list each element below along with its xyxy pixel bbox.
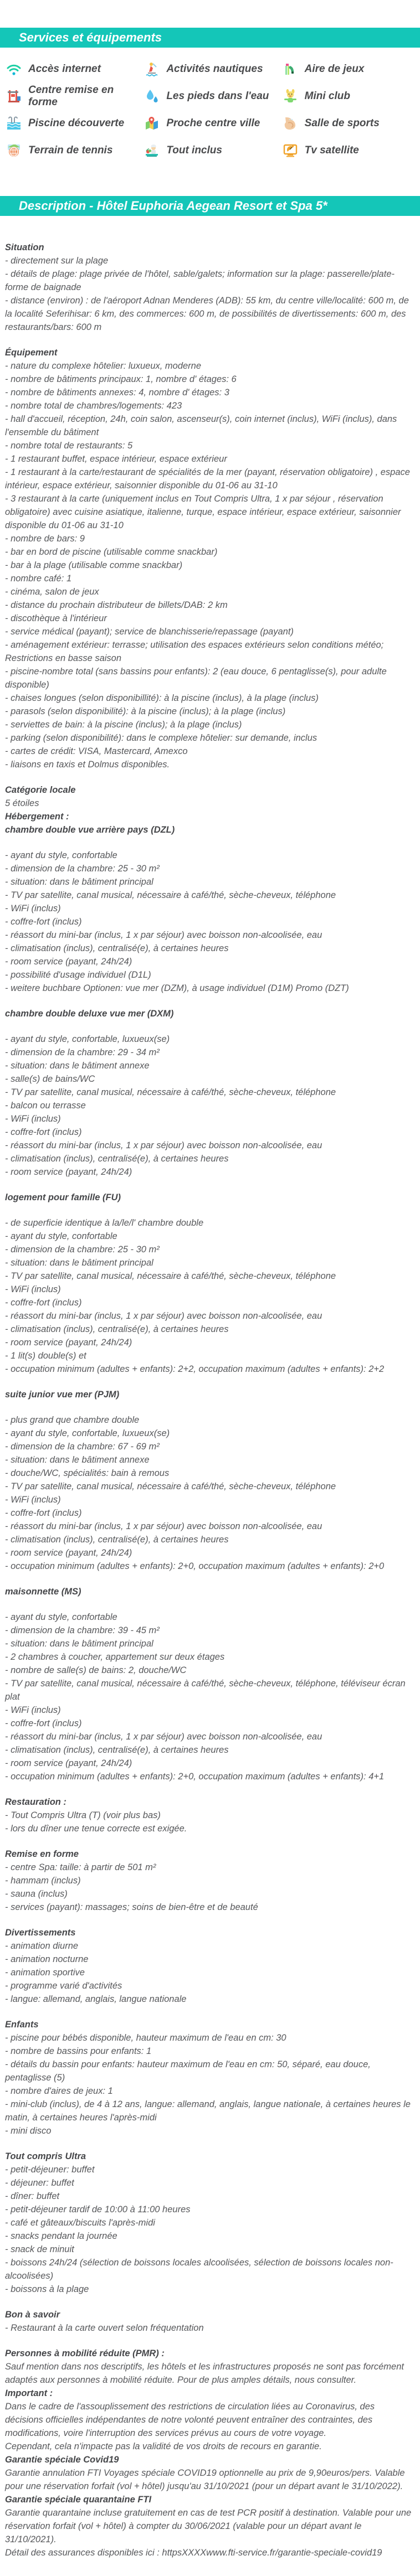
description-section-heading: suite junior vue mer (PJM) [5, 1390, 120, 1400]
description-line: - dîner: buffet [5, 2191, 60, 2201]
description-line: - réassort du mini-bar (inclus, 1 x par séjour) avec boisson non-alcoolisée, eau [5, 1140, 322, 1150]
description-section-heading: Important : [5, 2388, 53, 2398]
description-section-heading: Situation [5, 242, 44, 252]
description-line: - nombre de bassins pour enfants: 1 [5, 2046, 152, 2056]
description-gap [5, 1401, 415, 1413]
description-line: - Tout Compris Ultra (T) (voir plus bas) [5, 1810, 161, 1820]
description-gap [5, 1179, 415, 1191]
description-line: - réassort du mini-bar (inclus, 1 x par séjour) avec boisson non-alcoolisée, eau [5, 1521, 322, 1531]
description-line: - programme varié d'activités [5, 1981, 122, 1991]
description-gap [5, 1376, 415, 1388]
service-item-label: Aire de jeux [304, 63, 365, 75]
description-section-heading: Divertissements [5, 1928, 76, 1938]
description-line: - parasols (selon disponibilité): à la piscine (inclus); à la plage (inclus) [5, 706, 286, 716]
service-item-tennis [6, 137, 144, 164]
description-line: - dimension de la chambre: 25 - 30 m² [5, 864, 160, 874]
service-item-tout-inclus [144, 137, 281, 164]
description-line: - nombre total de restaurants: 5 [5, 441, 133, 451]
description-gap [5, 2296, 415, 2308]
description-line: - déjeuner: buffet [5, 2178, 74, 2188]
description-line: - bar en bord de piscine (utilisable comme snackbar) [5, 547, 218, 557]
description-gap [5, 2138, 415, 2150]
description-line: - 1 lit(s) double(s) et [5, 1351, 86, 1361]
description-line: - dimension de la chambre: 67 - 69 m² [5, 1442, 160, 1452]
description-line: - salle(s) de bains/WC [5, 1074, 95, 1084]
description-line: - coffre-fort (inclus) [5, 917, 82, 927]
description-line: - 1 restaurant buffet, espace intérieur, espace extérieur [5, 454, 227, 464]
description-line: - 1 restaurant à la carte/restaurant de spécialités de la mer (payant, réservation obligatoire) , espace intérieur, espace extérieur, saisonnier disponible du 01-06 au 31-10 [5, 467, 413, 491]
description-line: - dimension de la chambre: 39 - 45 m² [5, 1625, 160, 1635]
description-line: - nombre d'aires de jeux: 1 [5, 2086, 113, 2096]
water-drops-icon [144, 88, 160, 105]
description-line: - nombre total de chambres/logements: 423 [5, 401, 182, 411]
description-line: - petit-déjeuner: buffet [5, 2165, 95, 2175]
description-line: - cinéma, salon de jeux [5, 587, 99, 597]
description-line: - ayant du style, confortable [5, 850, 117, 860]
service-item-centre-ville [144, 110, 281, 137]
description-gap [5, 1204, 415, 1216]
description-line: - nombre de bars: 9 [5, 534, 85, 544]
pool-ladder-icon [6, 115, 22, 132]
gym-equipment-icon [6, 88, 22, 105]
description-line: - mini-club (inclus), de 4 à 12 ans, langue: allemand, anglais, langue nationale, à certaines heures le matin, à certaines heures l'après-midi [5, 2099, 413, 2123]
description-line: - discothèque à l'intérieur [5, 613, 107, 623]
description-line: - situation: dans le bâtiment principal [5, 1639, 153, 1649]
service-item-label: Tv satellite [304, 144, 359, 156]
description-section-heading: Équipement [5, 348, 58, 358]
description-line: - TV par satellite, canal musical, nécessaire à café/thé, sèche-cheveux, téléphone [5, 890, 336, 900]
services-grid [0, 48, 420, 164]
service-item-label: Centre remise en forme [28, 84, 114, 108]
service-item-label: Les pieds dans l'eau [166, 90, 269, 102]
description-line: - room service (payant, 24h/24) [5, 1338, 132, 1348]
description-section-heading: Tout compris Ultra [5, 2151, 86, 2161]
description-line: - TV par satellite, canal musical, nécessaire à café/thé, sèche-cheveux, téléphone [5, 1087, 336, 1097]
description-line: - ayant du style, confortable, luxueux(se) [5, 1428, 170, 1438]
description-line: - possibilité d'usage individuel (D1L) [5, 970, 151, 980]
services-header-bar [0, 28, 420, 48]
description-gap [5, 1020, 415, 1033]
description-gap [5, 1573, 415, 1585]
description-line: - détails de plage: plage privée de l'hôtel, sable/galets; information sur la plage: passerelle/plate-forme de baignade [5, 269, 395, 292]
description-line: - ayant du style, confortable [5, 1612, 117, 1622]
description-line: Garantie annulation FTI Voyages spéciale COVID19 optionnelle au prix de 9,90euros/pers. Valable pour une réservation forfait (vol + hôtel) jusqu'au 31/10/2021 (pour un départ avant le 31/10/2022). [5, 2468, 408, 2491]
description-header-title: Description - Hôtel Euphoria Aegean Resort et Spa 5* [19, 199, 327, 213]
description-line: - animation diurne [5, 1941, 79, 1951]
description-line: - hall d'accueil, réception, 24h, coin salon, ascenseur(s), coin internet (inclus), WiFi (inclus), dans l'ensemble du bâtiment [5, 414, 399, 437]
description-line: - weitere buchbare Optionen: vue mer (DZM), à usage individuel (D1M) Promo (DZT) [5, 983, 349, 993]
service-item-label: Accès internet [28, 63, 101, 75]
description-line: - coffre-fort (inclus) [5, 1298, 82, 1308]
description-line: - WiFi (inclus) [5, 1495, 61, 1505]
description-line: - hammam (inclus) [5, 1876, 81, 1886]
description-line: - Restaurant à la carte ouvert selon fréquentation [5, 2323, 204, 2333]
description-line: - TV par satellite, canal musical, nécessaire à café/thé, sèche-cheveux, téléphone [5, 1271, 336, 1281]
description-gap [5, 1783, 415, 1795]
map-pin-icon [144, 115, 160, 132]
water-ski-icon [144, 61, 160, 78]
description-line: - sauna (inclus) [5, 1889, 68, 1899]
service-item-nautique [144, 55, 281, 82]
description-line: - réassort du mini-bar (inclus, 1 x par séjour) avec boisson non-alcoolisée, eau [5, 1732, 322, 1742]
description-line: - boissons à la plage [5, 2284, 89, 2294]
service-item-piscine [6, 110, 144, 137]
description-line: - climatisation (inclus), centralisé(e), à certaines heures [5, 943, 229, 953]
description-line: - détails du bassin pour enfants: hauteur maximum de l'eau en cm: 50, séparé, eau douce, pentaglisse (5) [5, 2059, 373, 2083]
description-line: - directement sur la plage [5, 256, 109, 266]
description-gap [5, 1914, 415, 1926]
description-line: - nature du complexe hôtelier: luxueux, moderne [5, 361, 202, 371]
kids-puppet-icon [282, 88, 299, 105]
description-line: - piscine-nombre total (sans bassins pour enfants): 2 (eau douce, 6 pentaglisse(s), pour adulte disponible) [5, 667, 390, 690]
description-line: - situation: dans le bâtiment principal [5, 1258, 153, 1268]
tennis-court-icon [6, 142, 22, 159]
description-line: - dimension de la chambre: 25 - 30 m² [5, 1245, 160, 1255]
description-line: - climatisation (inclus), centralisé(e), à certaines heures [5, 1535, 229, 1545]
hotel-description-page [0, 28, 420, 2576]
description-gap [5, 2335, 415, 2347]
description-line: - animation sportive [5, 1968, 85, 1978]
description-line: - WiFi (inclus) [5, 1114, 61, 1124]
description-gap [5, 334, 415, 346]
service-item-label: Activités nautiques [166, 63, 263, 75]
service-item-label: Proche centre ville [166, 117, 260, 129]
muscle-arm-icon [282, 115, 299, 132]
description-line: - room service (payant, 24h/24) [5, 1167, 132, 1177]
service-item-mini-club [282, 82, 420, 110]
description-line: - bar à la plage (utilisable comme snackbar) [5, 560, 183, 570]
service-item-label: Tout inclus [166, 144, 222, 156]
description-line: - animation nocturne [5, 1954, 89, 1964]
service-item-label: Salle de sports [304, 117, 380, 129]
description-line: - service médical (payant); service de blanchisserie/repassage (payant) [5, 627, 294, 637]
description-line: - distance (environ) : de l'aéroport Adnan Menderes (ADB): 55 km, du centre ville/localité: 600 m, de la localité Seferihisar: 6 km, des commerces: 600 m, de possibilités de divertissements: 600 m, des restaurants/bars: 600 m [5, 296, 412, 332]
description-section-heading: Remise en forme [5, 1849, 79, 1859]
description-line: - de superficie identique à la/le/l' chambre double [5, 1218, 204, 1228]
description-line: 5 étoiles [5, 798, 39, 808]
description-line: - chaises longues (selon disponibillité): à la piscine (inclus), à la plage (inclus) [5, 693, 319, 703]
description-line: - ayant du style, confortable, luxueux(se) [5, 1034, 170, 1044]
services-header-title: Services et équipements [19, 30, 162, 44]
description-line: - TV par satellite, canal musical, nécessaire à café/thé, sèche-cheveux, téléphone [5, 1481, 336, 1491]
description-line: - situation: dans le bâtiment principal [5, 877, 153, 887]
description-gap [5, 771, 415, 783]
description-gap [5, 837, 415, 849]
description-line: - nombre de salle(s) de bains: 2, douche/WC [5, 1665, 187, 1675]
description-line: - lors du dîner une tenue correcte est exigée. [5, 1824, 187, 1834]
description-line: - climatisation (inclus), centralisé(e), à certaines heures [5, 1324, 229, 1334]
description-line: - coffre-fort (inclus) [5, 1127, 82, 1137]
description-line: - 2 chambres à coucher, appartement sur deux étages [5, 1652, 225, 1662]
service-item-label: Terrain de tennis [28, 144, 113, 156]
description-gap [5, 1598, 415, 1610]
description-line: - centre Spa: taille: à partir de 501 m² [5, 1862, 156, 1872]
description-line: - petit-déjeuner tardif de 10:00 à 11:00 heures [5, 2205, 191, 2214]
description-line: - cartes de crédit: VISA, Mastercard, Amexco [5, 746, 188, 756]
description-line: - café et gâteaux/biscuits l'après-midi [5, 2218, 155, 2228]
description-gap [5, 2006, 415, 2018]
description-line: - room service (payant, 24h/24) [5, 1758, 132, 1768]
service-item-internet [6, 55, 144, 82]
description-line: - distance du prochain distributeur de billets/DAB: 2 km [5, 600, 228, 610]
playground-slide-icon [282, 61, 299, 78]
description-section-heading: maisonnette (MS) [5, 1587, 81, 1597]
service-item-label: Piscine découverte [28, 117, 125, 129]
description-line: - room service (payant, 24h/24) [5, 957, 132, 967]
description-line: - coffre-fort (inclus) [5, 1718, 82, 1728]
description-line: Garantie quarantaine incluse gratuitement en cas de test PCR positif à destination. Valable pour une réservation forfait (vol + hôtel) à compter du 30/06/2021 (valable pour un départ avant le 31/10/2021). [5, 2508, 414, 2544]
description-line: - réassort du mini-bar (inclus, 1 x par séjour) avec boisson non-alcoolisée, eau [5, 1311, 322, 1321]
description-line: - 3 restaurant à la carte (uniquement inclus en Tout Compris Ultra, 1 x par séjour , réservation obligatoire) avec cuisine asiatique, italienne, turque, espace intérieur, espace extérieur, saisonnier disponible du 01-06 au 31-10 [5, 494, 404, 530]
description-line: - plus grand que chambre double [5, 1415, 140, 1425]
description-section-heading: chambre double deluxe vue mer (DXM) [5, 1009, 174, 1019]
description-section-heading: Hébergement : [5, 812, 69, 822]
description-line: - nombre de bâtiments annexes: 4, nombre d' étages: 3 [5, 388, 229, 398]
description-gap [5, 1835, 415, 1847]
description-line: - WiFi (inclus) [5, 1284, 61, 1294]
service-item-pieds-eau [144, 82, 281, 110]
description-line: - piscine pour bébés disponible, hauteur maximum de l'eau en cm: 30 [5, 2033, 286, 2043]
description-line: - mini disco [5, 2126, 52, 2136]
description-line: - parking (selon disponibilité): dans le complexe hôtelier: sur demande, inclus [5, 733, 317, 743]
description-line: - WiFi (inclus) [5, 904, 61, 913]
description-line: - langue: allemand, anglais, langue nationale [5, 1994, 187, 2004]
description-section-heading: chambre double vue arrière pays (DZL) [5, 825, 175, 835]
description-section-heading: Restauration : [5, 1797, 66, 1807]
tv-satellite-icon [282, 142, 299, 159]
description-line: - nombre café: 1 [5, 574, 72, 584]
description-line: - douche/WC, spécialités: bain à remous [5, 1468, 170, 1478]
description-line: - boissons 24h/24 (sélection de boissons locales alcoolisées, sélection de boissons locales non-alcoolisées) [5, 2258, 393, 2281]
description-line: - snacks pendant la journée [5, 2231, 117, 2241]
description-section-heading: Catégorie locale [5, 785, 76, 795]
wifi-icon [6, 61, 22, 78]
description-body [0, 216, 420, 2576]
description-line: - serviettes de bain: à la piscine (inclus); à la plage (inclus) [5, 720, 242, 730]
description-line: - climatisation (inclus), centralisé(e), à certaines heures [5, 1745, 229, 1755]
description-line: - snack de minuit [5, 2244, 74, 2254]
description-line: - balcon ou terrasse [5, 1101, 86, 1111]
description-line: - situation: dans le bâtiment annexe [5, 1061, 150, 1071]
description-line: - nombre de bâtiments principaux: 1, nombre d' étages: 6 [5, 374, 237, 384]
service-item-remise-forme [6, 82, 144, 110]
description-gap [5, 995, 415, 1007]
description-line: - dimension de la chambre: 29 - 34 m² [5, 1047, 160, 1057]
description-line: - réassort du mini-bar (inclus, 1 x par séjour) avec boisson non-alcoolisée, eau [5, 930, 322, 940]
description-line: - occupation minimum (adultes + enfants): 2+2, occupation maximum (adultes + enfants): 2+2 [5, 1364, 385, 1374]
description-line: - situation: dans le bâtiment annexe [5, 1455, 150, 1465]
description-line: - liaisons en taxis et Dolmus disponibles. [5, 760, 170, 770]
description-section-heading: Garantie spéciale quarantaine FTI [5, 2495, 152, 2505]
description-section-heading: logement pour famille (FU) [5, 1193, 121, 1202]
description-line: Détail des assurances disponibles ici : httpsXXXXwww.fti-service.fr/garantie-speciale-covid19 [5, 2548, 382, 2558]
description-line: - ayant du style, confortable [5, 1231, 117, 1241]
service-item-aire-jeux [282, 55, 420, 82]
description-line: - WiFi (inclus) [5, 1705, 61, 1715]
description-line: - coffre-fort (inclus) [5, 1508, 82, 1518]
description-line: - aménagement extérieur: terrasse; utilisation des espaces extérieurs selon conditions météo; Restrictions en basse saison [5, 640, 386, 663]
description-header-bar [0, 196, 420, 216]
description-line: Dans le cadre de l'assouplissement des restrictions de circulation liées au Coronavirus, des décisions officielles indépendantes de notre volonté peuvent entraîner des contraintes, des modifications, voire l'interruption des services prévus au cours de votre voyage. [5, 2402, 377, 2438]
description-line: - services (payant): massages; soins de bien-être et de beauté [5, 1902, 258, 1912]
service-item-salle-sports [282, 110, 420, 137]
description-line: - occupation minimum (adultes + enfants): 2+0, occupation maximum (adultes + enfants): 4+1 [5, 1772, 385, 1782]
description-line: - occupation minimum (adultes + enfants): 2+0, occupation maximum (adultes + enfants): 2+0 [5, 1561, 385, 1571]
description-section-heading: Personnes à mobilité réduite (PMR) : [5, 2348, 165, 2358]
description-line: - climatisation (inclus), centralisé(e), à certaines heures [5, 1154, 229, 1164]
description-line: - TV par satellite, canal musical, nécessaire à café/thé, sèche-cheveux, téléphone, téléviseur écran plat [5, 1679, 408, 1702]
service-item-tv-satellite [282, 137, 420, 164]
description-line: - room service (payant, 24h/24) [5, 1548, 132, 1558]
description-section-heading: Bon à savoir [5, 2310, 60, 2320]
description-section-heading: Garantie spéciale Covid19 [5, 2455, 119, 2465]
description-line: Cependant, cela n'impacte pas la validité de vos droits de recours en garantie. [5, 2441, 322, 2451]
service-item-label: Mini club [304, 90, 350, 102]
chef-buffet-icon [144, 142, 160, 159]
description-line: Sauf mention dans nos descriptifs, les hôtels et les infrastructures proposés ne sont pas forcément adaptés aux personnes à mobilité réduite. Pour de plus amples détails, nous consulter. [5, 2362, 407, 2385]
description-section-heading: Enfants [5, 2020, 39, 2030]
